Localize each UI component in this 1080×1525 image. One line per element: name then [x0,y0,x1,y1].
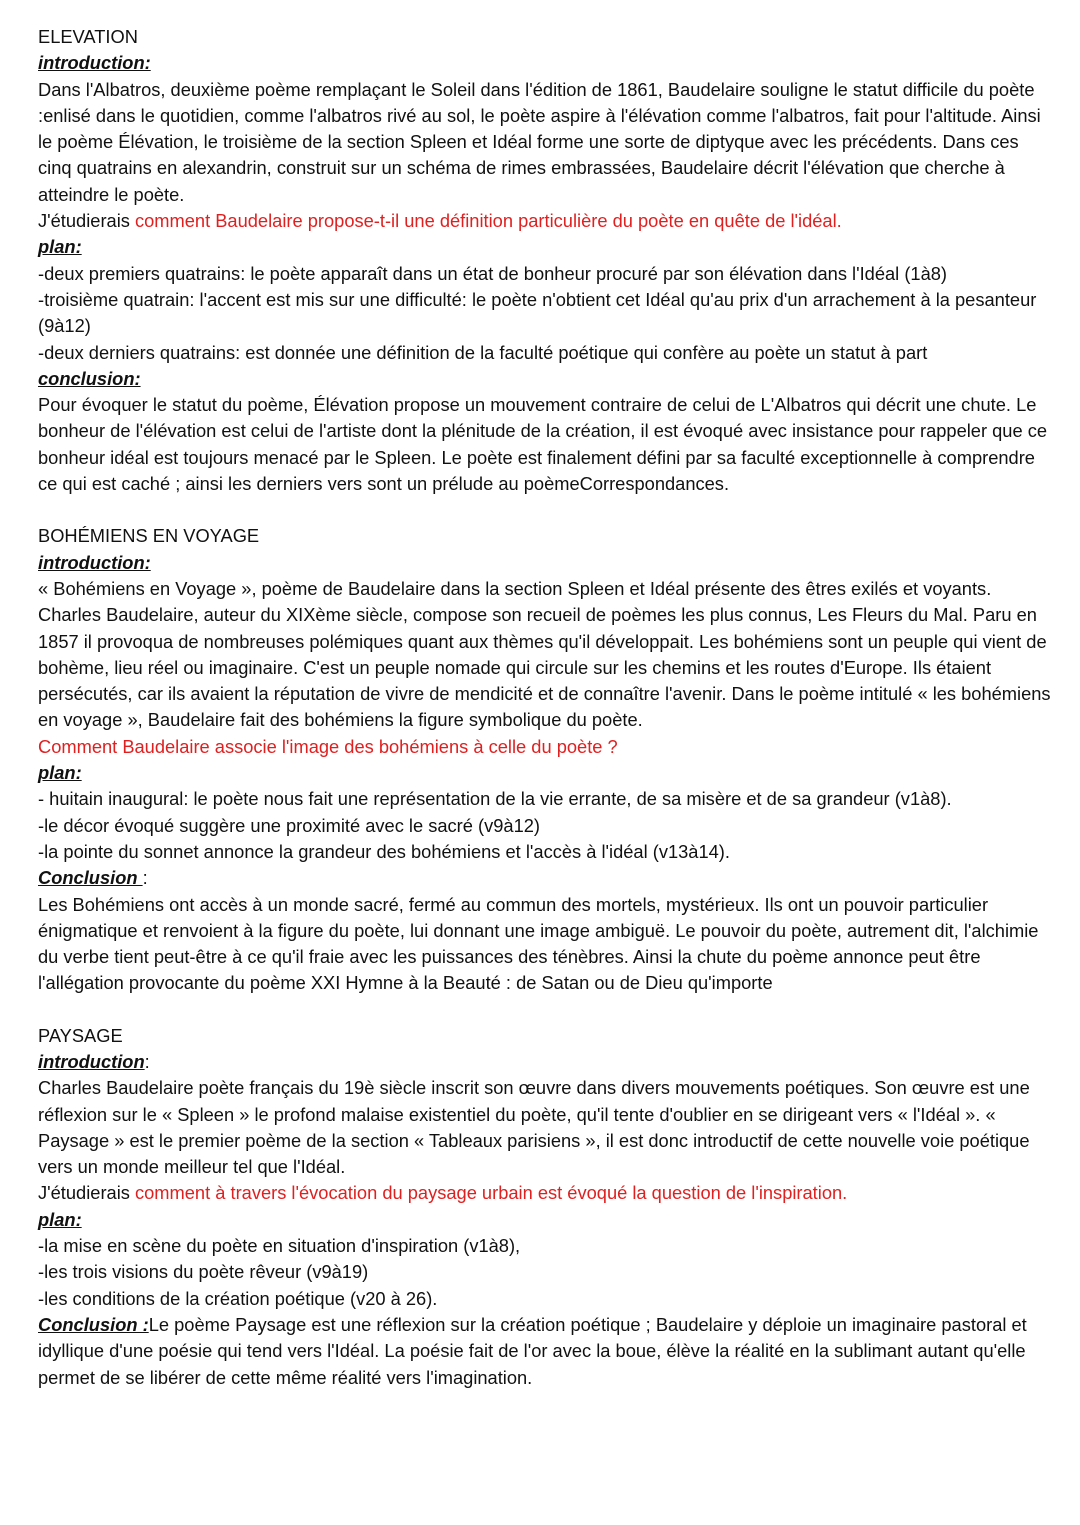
conclusion-colon: : [142,867,148,889]
conclusion-label: Conclusion : [38,1313,149,1335]
conclusion-text: Les Bohémiens ont accès à un monde sacré, fermé au commun des mortels, mystérieux. Ils ont un pouvoir particulier énigmatique et renvoient à la figure du poète, lui donnant une image ambiguë. Le pouvoir du poète, autrement dit, l'alchimie du verbe tient peut-être à ce qu'il fraie avec les puissances des ténèbres. Ainsi la chute du poème annonce peut être l'allégation provocante du poème XXI Hymne à la Beauté : de Satan ou de Dieu qu'importe [38,893,1039,994]
conclusion-text: Pour évoquer le statut du poème, Élévation propose un mouvement contraire de celui de L'Albatros qui décrit une chute. Le bonheur de l'élévation est celui de l'artiste dont la plénitude de la création, il est évoqué avec insistance pour rappeler que ce bonheur idéal est toujours menacé par le Spleen. Le poète est finalement défini par sa faculté exceptionnelle à comprendre ce qui est caché ; ainsi les derniers vers sont un prélude au poèmeCorrespondances. [38,394,1048,495]
section-paysage [38,1023,1054,1391]
intro-label: introduction: [38,551,151,573]
intro-label: introduction: [38,52,151,74]
intro-text: Charles Baudelaire poète français du 19è siècle inscrit son œuvre dans divers mouvements poétiques. Son œuvre est une réflexion sur le « Spleen » le profond malaise existentiel du poète, qu'il tente d'oublier en se dirigeant vers « l'Idéal ». « Paysage » est le premier poème de la section « Tableaux parisiens », il est donc introductif de cette nouvelle voie poétique vers un monde meilleur tel que l'Idéal. [38,1077,1030,1178]
plan-label-line [38,1207,1054,1233]
conclusion-text: Le poème Paysage est une réflexion sur la création poétique ; Baudelaire y déploie un imaginaire pastoral et idyllique d'une poésie qui tend vers l'Idéal. La poésie fait de l'or avec la boue, élève la réalité en la sublimant autant qu'elle permet de se libérer de cette même réalité vers l'imagination. [38,1313,1027,1388]
conclusion-paragraph [38,1312,1054,1391]
plan-item: -la pointe du sonnet annonce la grandeur des bohémiens et l'accès à l'idéal (v13à14). [38,840,730,862]
plan-label-line [38,760,1054,786]
problem-statement: comment à travers l'évocation du paysage urbain est évoqué la question de l'inspiration. [134,1182,848,1204]
plan-item: -troisième quatrain: l'accent est mis sur une difficulté: le poète n'obtient cet Idéal qu'au prix d'un arrachement à la pesanteur (9à12) [38,288,1037,337]
section-title: BOHÉMIENS EN VOYAGE [38,525,260,547]
problem-statement: comment Baudelaire propose-t-il une définition particulière du poète en quête de l'idéal. [134,210,842,232]
section-title: ELEVATION [38,26,138,47]
conclusion-label: Conclusion [38,867,143,889]
plan-item: -deux derniers quatrains: est donnée une définition de la faculté poétique qui confère au poète un statut à part [38,341,928,363]
plan-label: plan: [38,1208,82,1230]
plan-item: -le décor évoqué suggère une proximité avec le sacré (v9à12) [38,814,540,836]
intro-label-line [38,550,1054,576]
plan-label: plan: [38,236,82,258]
problem-line [38,208,1054,234]
problem-prefix: J'étudierais [38,1182,135,1204]
plan-label-line [38,234,1054,260]
problem-prefix: J'étudierais [38,210,135,232]
conclusion-label-line [38,366,1054,392]
plan-item: -les trois visions du poète rêveur (v9à19) [38,1261,369,1283]
plan-label: plan: [38,762,82,784]
plan-item: -la mise en scène du poète en situation d'inspiration (v1à8), [38,1235,521,1257]
section-title: PAYSAGE [38,1024,123,1046]
plan-item: -deux premiers quatrains: le poète apparaît dans un état de bonheur procuré par son élévation dans l'Idéal (1à8) [38,262,947,284]
intro-label-line [38,1049,1054,1075]
plan-item: - huitain inaugural: le poète nous fait une représentation de la vie errante, de sa misère et de sa grandeur (v1à8). [38,788,952,810]
intro-label: introduction [38,1050,145,1072]
problem-statement: Comment Baudelaire associe l'image des bohémiens à celle du poète ? [38,735,618,757]
problem-line [38,1180,1054,1206]
section-elevation [38,24,1054,497]
section-spacer [38,997,1054,1023]
intro-text: « Bohémiens en Voyage », poème de Baudelaire dans la section Spleen et Idéal présente des êtres exilés et voyants. Charles Baudelaire, auteur du XIXème siècle, compose son recueil de poèmes les plus connus, Les Fleurs du Mal. Paru en 1857 il provoqua de nombreuses polémiques quant aux thèmes qu'il développait. Les bohémiens sont un peuple qui vient de bohème, lieu réel ou imaginaire. C'est un peuple nomade qui circule sur les chemins et les routes d'Europe. Ils étaient persécutés, car ils avaient la réputation de vivre de mendicité et de connaître l'avenir. Dans le poème intitulé « les bohémiens en voyage », Baudelaire fait des bohémiens la figure symbolique du poète. [38,577,1051,731]
conclusion-label: conclusion: [38,367,141,389]
section-spacer [38,497,1054,523]
intro-colon: : [144,1050,150,1072]
intro-label-line [38,50,1054,76]
plan-item: -les conditions de la création poétique (v20 à 26). [38,1287,438,1309]
conclusion-label-line [38,865,1054,891]
intro-text: Dans l'Albatros, deuxième poème remplaçant le Soleil dans l'édition de 1861, Baudelaire souligne le statut difficile du poète :enlisé dans le quotidien, comme l'albatros rivé au sol, le poète aspire à l'élévation comme l'albatros, fait pour l'altitude. Ainsi le poème Élévation, le troisième de la section Spleen et Idéal forme une sorte de diptyque avec les précédents. Dans ces cinq quatrains en alexandrin, construit sur un schéma de rimes embrassées, Baudelaire décrit l'élévation que cherche à atteindre le poète. [38,78,1041,205]
section-bohemiens [38,523,1054,996]
